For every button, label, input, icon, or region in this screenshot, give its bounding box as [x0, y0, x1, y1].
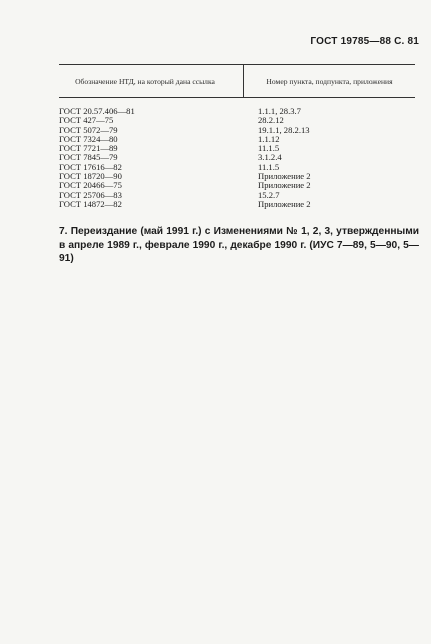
reference-cell: Приложение 2 [258, 180, 311, 191]
document-cell: ГОСТ 7845—79 [59, 152, 118, 163]
page-header: ГОСТ 19785—88 С. 81 [310, 36, 419, 47]
column-header-reference-label: Номер пункта, подпункта, приложения [266, 76, 393, 86]
document-cell: ГОСТ 7324—80 [59, 133, 118, 144]
document-cell: ГОСТ 7721—89 [59, 143, 118, 154]
reference-cell: 3.1.2.4 [258, 152, 282, 163]
reference-cell: 1.1.1, 28.3.7 [258, 106, 301, 116]
reference-cell: 19.1.1, 28.2.13 [258, 124, 310, 135]
column-header-reference [243, 65, 415, 97]
reference-cell: 11.1.5 [258, 161, 280, 172]
document-cell: ГОСТ 20466—75 [59, 180, 122, 191]
table-body [59, 107, 415, 209]
document-cell: ГОСТ 20.57.406—81 [59, 106, 135, 116]
table-header-rule [59, 97, 415, 98]
document-cell: ГОСТ 14872—82 [59, 198, 122, 209]
table-row [59, 200, 415, 209]
document-cell: ГОСТ 5072—79 [59, 124, 118, 135]
reference-cell: 28.2.12 [258, 115, 284, 126]
reference-cell: Приложение 2 [258, 171, 311, 182]
reference-table [59, 64, 415, 209]
reference-cell: Приложение 2 [258, 198, 311, 209]
reference-cell: 11.1.5 [258, 143, 280, 154]
document-cell: ГОСТ 17616—82 [59, 161, 122, 172]
document-cell: ГОСТ 25706—83 [59, 189, 122, 200]
document-cell: ГОСТ 18720—90 [59, 171, 122, 182]
document-cell: ГОСТ 427—75 [59, 115, 114, 126]
reissue-note: 7. Переиздание (май 1991 г.) с Изменениями № 1, 2, 3, утвержденными в апреле 1989 г., феврале 1990 г., декабре 1990 г. (ИУС 7—89, 5—90, 5—91) [59, 226, 419, 264]
column-header-document: Обозначение НТД, на который дана ссылка [75, 76, 215, 86]
table-header-row [59, 65, 415, 97]
reference-cell: 15.2.7 [258, 189, 280, 200]
reference-cell: 1.1.12 [258, 133, 280, 144]
